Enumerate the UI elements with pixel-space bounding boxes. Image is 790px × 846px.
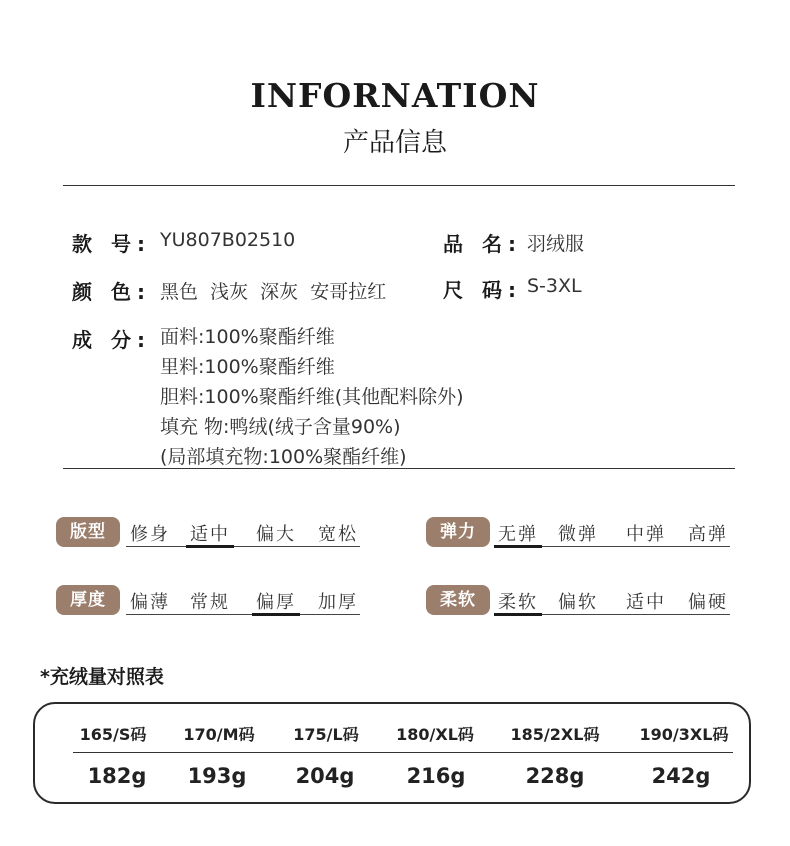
thickness-options-baseline: [126, 614, 360, 615]
fit-option: 适中: [190, 524, 230, 545]
thickness-selected-marker: [252, 613, 300, 616]
fit-options-baseline: [126, 546, 360, 547]
divider-top: [63, 185, 735, 186]
composition-list: [160, 322, 464, 472]
fill-weight-cell: 182g: [87, 764, 147, 788]
fill-weight-cell: 228g: [525, 764, 585, 788]
size-header: 170/M码: [183, 725, 255, 744]
composition-line: 填充 物:鸭绒(绒子含量90%): [160, 416, 401, 438]
size-header: 175/L码: [293, 725, 359, 744]
fill-weight-cell: 204g: [295, 764, 355, 788]
composition-line: (局部填充物:100%聚酯纤维): [160, 446, 407, 468]
thickness-option: 加厚: [318, 592, 358, 613]
thickness-option: 常规: [190, 592, 230, 613]
color-label: 颜 色:: [72, 280, 151, 304]
size-header: 180/XL码: [396, 725, 474, 744]
composition-line: 胆料:100%聚酯纤维(其他配料除外): [160, 386, 464, 408]
style-number-label: 款 号:: [72, 232, 151, 256]
page-title-en: INFORNATION: [250, 76, 540, 115]
fit-option: 修身: [130, 524, 170, 545]
fill-weight-cell: 242g: [651, 764, 711, 788]
softness-option: 柔软: [498, 592, 538, 613]
size-header: 165/S码: [79, 725, 147, 744]
page-title-cn: 产品信息: [342, 128, 447, 158]
product-name-value: 羽绒服: [527, 233, 585, 255]
elasticity-badge: 弹力: [426, 517, 490, 547]
thickness-badge: 厚度: [56, 585, 120, 615]
size-value: S-3XL: [527, 275, 582, 297]
elasticity-option: 无弹: [498, 524, 538, 545]
size-header: 185/2XL码: [510, 725, 600, 744]
fill-weight-cell: 193g: [187, 764, 247, 788]
size-label: 尺 码:: [443, 278, 522, 302]
fill-chart-table: [33, 702, 751, 804]
elasticity-selected-marker: [494, 545, 542, 548]
fit-option: 偏大: [256, 524, 296, 545]
fit-selected-marker: [186, 545, 234, 548]
softness-option: 偏软: [558, 592, 598, 613]
softness-selected-marker: [494, 613, 542, 616]
softness-badge: 柔软: [426, 585, 490, 615]
softness-option: 适中: [626, 592, 666, 613]
fit-badge: 版型: [56, 517, 120, 547]
elasticity-option: 中弹: [626, 524, 666, 545]
size-header: 190/3XL码: [639, 725, 729, 744]
fill-chart-title: *充绒量对照表: [40, 666, 164, 688]
thickness-option: 偏厚: [256, 592, 296, 613]
divider-bottom: [63, 468, 735, 469]
fill-table-separator: [73, 752, 733, 753]
style-number-value: YU807B02510: [160, 229, 296, 251]
fit-option: 宽松: [318, 524, 358, 545]
thickness-option: 偏薄: [130, 592, 170, 613]
composition-label: 成 分:: [72, 328, 151, 352]
color-value: 黑色 浅灰 深灰 安哥拉红: [160, 281, 387, 303]
composition-line: 面料:100%聚酯纤维: [160, 326, 335, 348]
elasticity-option: 高弹: [688, 524, 728, 545]
fill-weight-cell: 216g: [406, 764, 466, 788]
softness-option: 偏硬: [688, 592, 728, 613]
product-name-label: 品 名:: [443, 232, 522, 256]
composition-line: 里料:100%聚酯纤维: [160, 356, 335, 378]
elasticity-option: 微弹: [558, 524, 598, 545]
